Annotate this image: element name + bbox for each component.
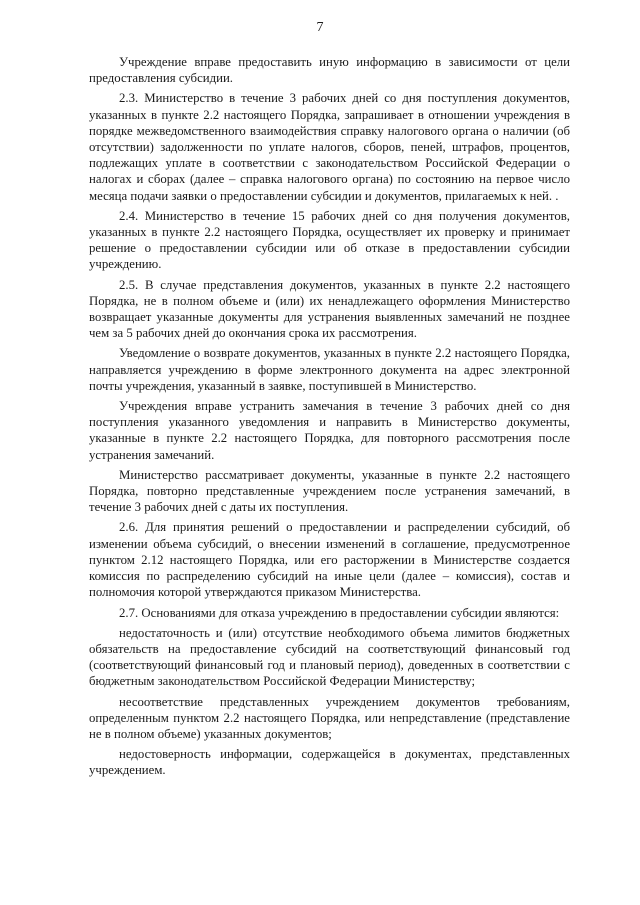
paragraph-info-right: Учреждение вправе предоставить иную информацию в зависимости от цели предоставления субсидии. — [89, 55, 570, 86]
list-item-insufficient-limits: недостаточность и (или) отсутствие необходимого объема лимитов бюджетных обязательств на предоставление субсидий на соответствующий финансовый год (соответствующий финансовый год и плановый период), доведенных в соответствии с бюджетным законодательством Российской Федерации Министерству; — [89, 625, 570, 689]
list-item-unreliable-info: недостоверность информации, содержащейся в документах, представленных учреждением. — [89, 747, 570, 778]
paragraph-fix-remarks: Учреждения вправе устранить замечания в течение 3 рабочих дней со дня поступления указанного уведомления и направить в Министерство документы, указанные в пункте 2.2 настоящего Порядка, для повторного рассмотрения после устранения замечаний. — [89, 399, 570, 462]
paragraph-review: Министерство рассматривает документы, указанные в пункте 2.2 настоящего Порядка, повторно представленные учреждением после устранения замечаний, в течение 3 рабочих дней с даты их поступления. — [89, 467, 570, 515]
paragraph-2-6: 2.6. Для принятия решений о предоставлении и распределении субсидий, об изменении объема субсидий, о внесении изменений в соглашение, предусмотренное пунктом 2.12 настоящего Порядка, или его расторжении в Министерстве создается комиссия по распределению субсидий на иные цели (далее – комиссия), состав и полномочия которой утверждаются приказом Министерства. — [89, 520, 570, 600]
document-body — [89, 54, 570, 783]
list-item-non-compliance: несоответствие представленных учреждением документов требованиям, определенным пунктом 2.2 настоящего Порядка, или непредставление (представление не в полном объеме) указанных документов; — [89, 694, 570, 741]
paragraph-2-3: 2.3. Министерство в течение 3 рабочих дней со дня поступления документов, указанных в пункте 2.2 настоящего Порядка, запрашивает в отношении учреждения в порядке межведомственного взаимодействия справку налогового органа о наличии (об отсутствии) задолженности по уплате налогов, сборов, пеней, штрафов, процентов, подлежащих уплате в соответствии с законодательством Российской Федерации о налогах и сборах (далее – справка налогового органа) по состоянию на первое число месяца подачи заявки о предоставлении субсидии и документов, прилагаемых к ней. . — [89, 91, 570, 203]
paragraph-2-5: 2.5. В случае представления документов, указанных в пункте 2.2 настоящего Порядка, не в полном объеме и (или) их ненадлежащего оформления Министерство возвращает указанные документы для устранения выявленных замечаний не позднее чем за 5 рабочих дней до окончания срока их рассмотрения. — [89, 277, 570, 341]
paragraph-2-7: 2.7. Основаниями для отказа учреждению в предоставлении субсидии являются: — [119, 605, 560, 620]
paragraph-return-notice: Уведомление о возврате документов, указанных в пункте 2.2 настоящего Порядка, направляется учреждению в форме электронного документа на адрес электронной почты учреждения, указанный в заявке, поступившей в Министерство. — [89, 346, 570, 393]
page-number: 7 — [316, 20, 324, 35]
paragraph-2-4: 2.4. Министерство в течение 15 рабочих дней со дня получения документов, указанных в пункте 2.2 настоящего Порядка, осуществляет их проверку и принимает решение о предоставлении субсидии или об отказе в предоставлении субсидии учреждению. — [89, 208, 570, 272]
